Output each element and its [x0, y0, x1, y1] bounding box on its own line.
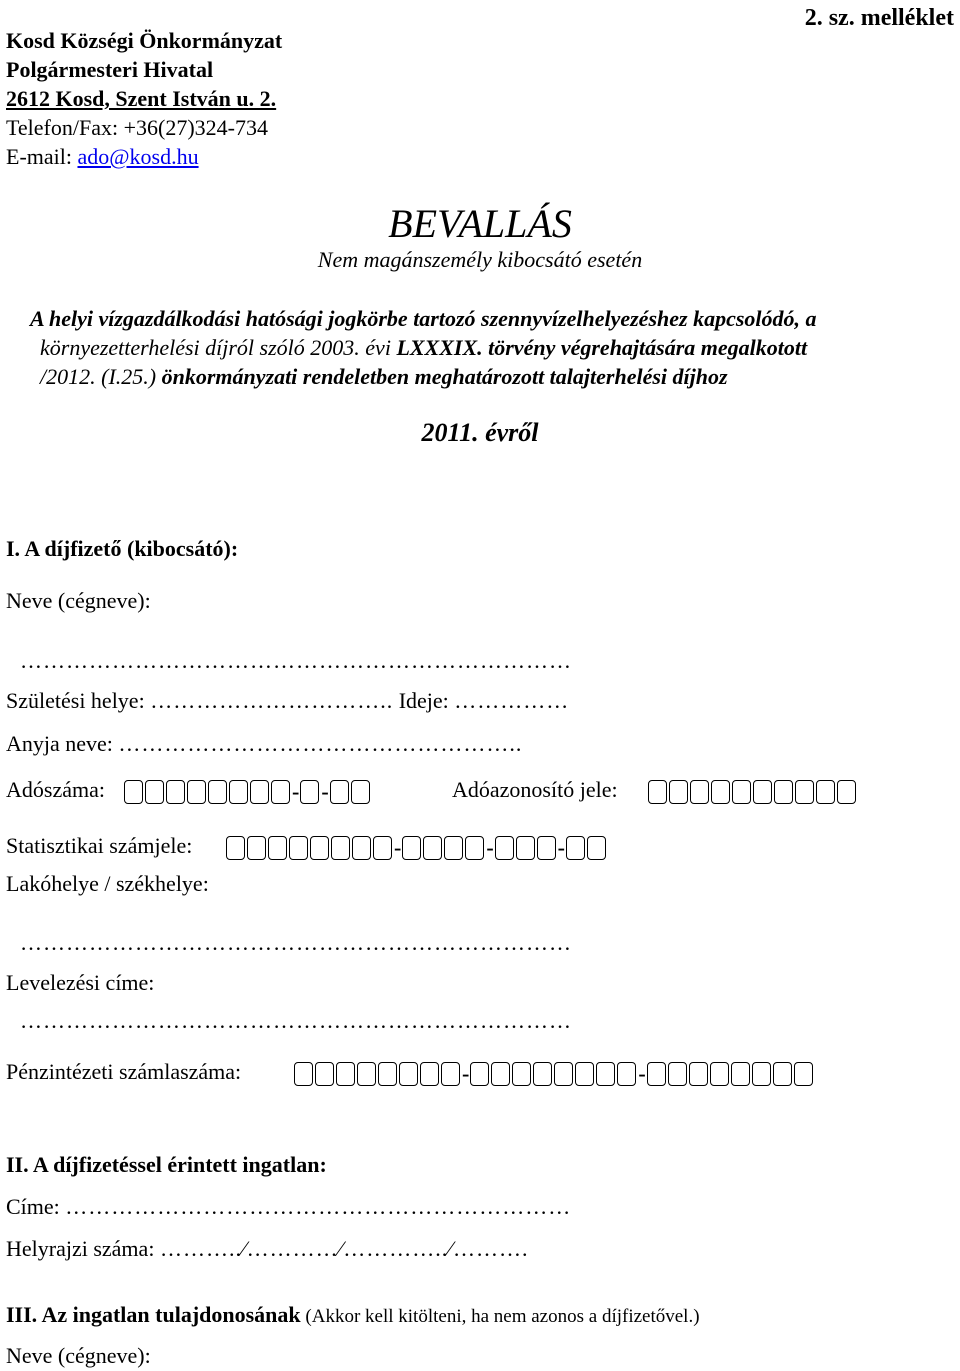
- digit-box[interactable]: [774, 780, 793, 804]
- tax-id-field[interactable]: [648, 778, 858, 804]
- digit-box[interactable]: [124, 780, 143, 804]
- digit-box[interactable]: [268, 836, 287, 860]
- birth-line: [6, 688, 569, 714]
- digit-box[interactable]: [444, 836, 463, 860]
- digit-box[interactable]: [710, 1062, 729, 1086]
- separator: -: [638, 1061, 646, 1086]
- digit-box[interactable]: [587, 836, 606, 860]
- intro-line-3: [40, 364, 728, 390]
- org-name: Kosd Községi Önkormányzat: [6, 28, 283, 53]
- separator: -: [292, 779, 300, 804]
- tax-id-label: Adóazonosító jele:: [452, 777, 618, 802]
- name-label: Neve (cégneve):: [6, 588, 151, 613]
- digit-box[interactable]: [300, 780, 319, 804]
- digit-box[interactable]: [837, 780, 856, 804]
- digit-box[interactable]: [336, 1062, 355, 1086]
- digit-box[interactable]: [617, 1062, 636, 1086]
- digit-box[interactable]: [402, 836, 421, 860]
- tax-number-field[interactable]: [124, 778, 372, 804]
- digit-box[interactable]: [495, 836, 514, 860]
- email-label: E-mail:: [6, 144, 78, 169]
- digit-box[interactable]: [378, 1062, 397, 1086]
- stat-number-label: Statisztikai számjele:: [6, 833, 193, 858]
- section-3-note: (Akkor kell kitölteni, ha nem azonos a díjfizetővel.): [300, 1306, 700, 1327]
- digit-box[interactable]: [690, 780, 709, 804]
- birth-date-label: Ideje:: [393, 688, 455, 713]
- intro-line-1: A helyi vízgazdálkodási hatósági jogkörbe tartozó szennyvízelhelyezéshez kapcsolódó, a: [30, 306, 817, 331]
- digit-box[interactable]: [250, 780, 269, 804]
- separator: -: [462, 1061, 470, 1086]
- digit-box[interactable]: [352, 836, 371, 860]
- mother-name-field[interactable]: ……………………………………………..: [118, 731, 523, 756]
- section-2-heading: II. A díjfizetéssel érintett ingatlan:: [6, 1152, 327, 1177]
- tax-year: 2011. évről: [421, 418, 539, 447]
- page-title: BEVALLÁS: [388, 201, 572, 246]
- property-address-label: Címe:: [6, 1194, 66, 1219]
- digit-box[interactable]: [669, 780, 688, 804]
- intro-line-3b: önkormányzati rendeletben meghatározott talajterhelési díjhoz: [156, 364, 728, 389]
- birth-date-field[interactable]: ……………: [454, 688, 570, 713]
- digit-box[interactable]: [554, 1062, 573, 1086]
- digit-box[interactable]: [289, 836, 308, 860]
- digit-box[interactable]: [166, 780, 185, 804]
- separator: -: [557, 835, 565, 860]
- digit-box[interactable]: [294, 1062, 313, 1086]
- property-address-field[interactable]: …………………………………………………………: [65, 1194, 572, 1219]
- org-phone: Telefon/Fax: +36(27)324-734: [6, 115, 268, 140]
- residence-label: Lakóhelye / székhelye:: [6, 871, 209, 896]
- digit-box[interactable]: [689, 1062, 708, 1086]
- lot-number-field[interactable]: ………..⁄…………⁄…………..⁄……….: [159, 1236, 529, 1261]
- digit-box[interactable]: [732, 780, 751, 804]
- lot-number-line: [6, 1236, 528, 1262]
- property-address-line: [6, 1194, 571, 1220]
- digit-box[interactable]: [229, 780, 248, 804]
- section-1-heading: I. A díjfizető (kibocsátó):: [6, 536, 239, 561]
- section-3-title: III. Az ingatlan tulajdonosának: [6, 1302, 301, 1327]
- mail-address-field[interactable]: ………………………………………………………………: [20, 1008, 572, 1033]
- bank-account-label: Pénzintézeti számlaszáma:: [6, 1059, 242, 1084]
- digit-box[interactable]: [816, 780, 835, 804]
- birth-place-label: Születési helye:: [6, 688, 151, 713]
- page-subtitle: Nem magánszemély kibocsátó esetén: [317, 247, 643, 272]
- digit-box[interactable]: [187, 780, 206, 804]
- digit-box[interactable]: [351, 780, 370, 804]
- separator: -: [321, 779, 329, 804]
- digit-box[interactable]: [647, 1062, 666, 1086]
- digit-box[interactable]: [773, 1062, 792, 1086]
- name-field[interactable]: ………………………………………………………………: [20, 648, 572, 673]
- separator: -: [394, 835, 402, 860]
- digit-box[interactable]: [516, 836, 535, 860]
- digit-box[interactable]: [731, 1062, 750, 1086]
- digit-box[interactable]: [420, 1062, 439, 1086]
- digit-box[interactable]: [465, 836, 484, 860]
- office-name: Polgármesteri Hivatal: [6, 57, 214, 82]
- digit-box[interactable]: [752, 1062, 771, 1086]
- bank-account-field[interactable]: [294, 1060, 815, 1086]
- intro-line-2: [40, 335, 807, 361]
- digit-box[interactable]: [795, 780, 814, 804]
- digit-box[interactable]: [423, 836, 442, 860]
- digit-box[interactable]: [648, 780, 667, 804]
- digit-box[interactable]: [470, 1062, 489, 1086]
- digit-box[interactable]: [208, 780, 227, 804]
- mother-line: [6, 731, 522, 757]
- email-link[interactable]: ado@kosd.hu: [77, 144, 199, 169]
- digit-box[interactable]: [226, 836, 245, 860]
- birth-place-field[interactable]: …………………………..: [150, 688, 394, 713]
- org-address: 2612 Kosd, Szent István u. 2.: [6, 86, 277, 111]
- annex-label: 2. sz. melléklet: [804, 5, 954, 31]
- digit-box[interactable]: [271, 780, 290, 804]
- owner-name-label: Neve (cégneve):: [6, 1343, 151, 1368]
- digit-box[interactable]: [794, 1062, 813, 1086]
- tax-number-label: Adószáma:: [6, 777, 105, 802]
- lot-number-label: Helyrajzi száma:: [6, 1236, 160, 1261]
- residence-field[interactable]: ………………………………………………………………: [20, 930, 572, 955]
- digit-box[interactable]: [537, 836, 556, 860]
- digit-box[interactable]: [491, 1062, 510, 1086]
- digit-box[interactable]: [247, 836, 266, 860]
- digit-box[interactable]: [331, 836, 350, 860]
- digit-box[interactable]: [357, 1062, 376, 1086]
- digit-box[interactable]: [310, 836, 329, 860]
- digit-box[interactable]: [315, 1062, 334, 1086]
- digit-box[interactable]: [711, 780, 730, 804]
- mother-name-label: Anyja neve:: [6, 731, 119, 756]
- intro-line-3a: /2012. (I.25.): [40, 364, 157, 389]
- digit-box[interactable]: [373, 836, 392, 860]
- digit-box[interactable]: [441, 1062, 460, 1086]
- digit-box[interactable]: [753, 780, 772, 804]
- digit-box[interactable]: [330, 780, 349, 804]
- section-3-heading: [6, 1302, 700, 1328]
- separator: -: [486, 835, 494, 860]
- digit-box[interactable]: [575, 1062, 594, 1086]
- mail-address-label: Levelezési címe:: [6, 970, 155, 995]
- intro-line-2b: LXXXIX. törvény végrehajtására megalkotott: [396, 335, 808, 360]
- org-email-line: [6, 144, 199, 170]
- digit-box[interactable]: [399, 1062, 418, 1086]
- digit-box[interactable]: [512, 1062, 531, 1086]
- digit-box[interactable]: [566, 836, 585, 860]
- stat-number-field[interactable]: [226, 834, 608, 860]
- digit-box[interactable]: [596, 1062, 615, 1086]
- digit-box[interactable]: [668, 1062, 687, 1086]
- intro-line-2a: környezetterhelési díjról szóló 2003. évi: [40, 335, 397, 360]
- digit-box[interactable]: [533, 1062, 552, 1086]
- digit-box[interactable]: [145, 780, 164, 804]
